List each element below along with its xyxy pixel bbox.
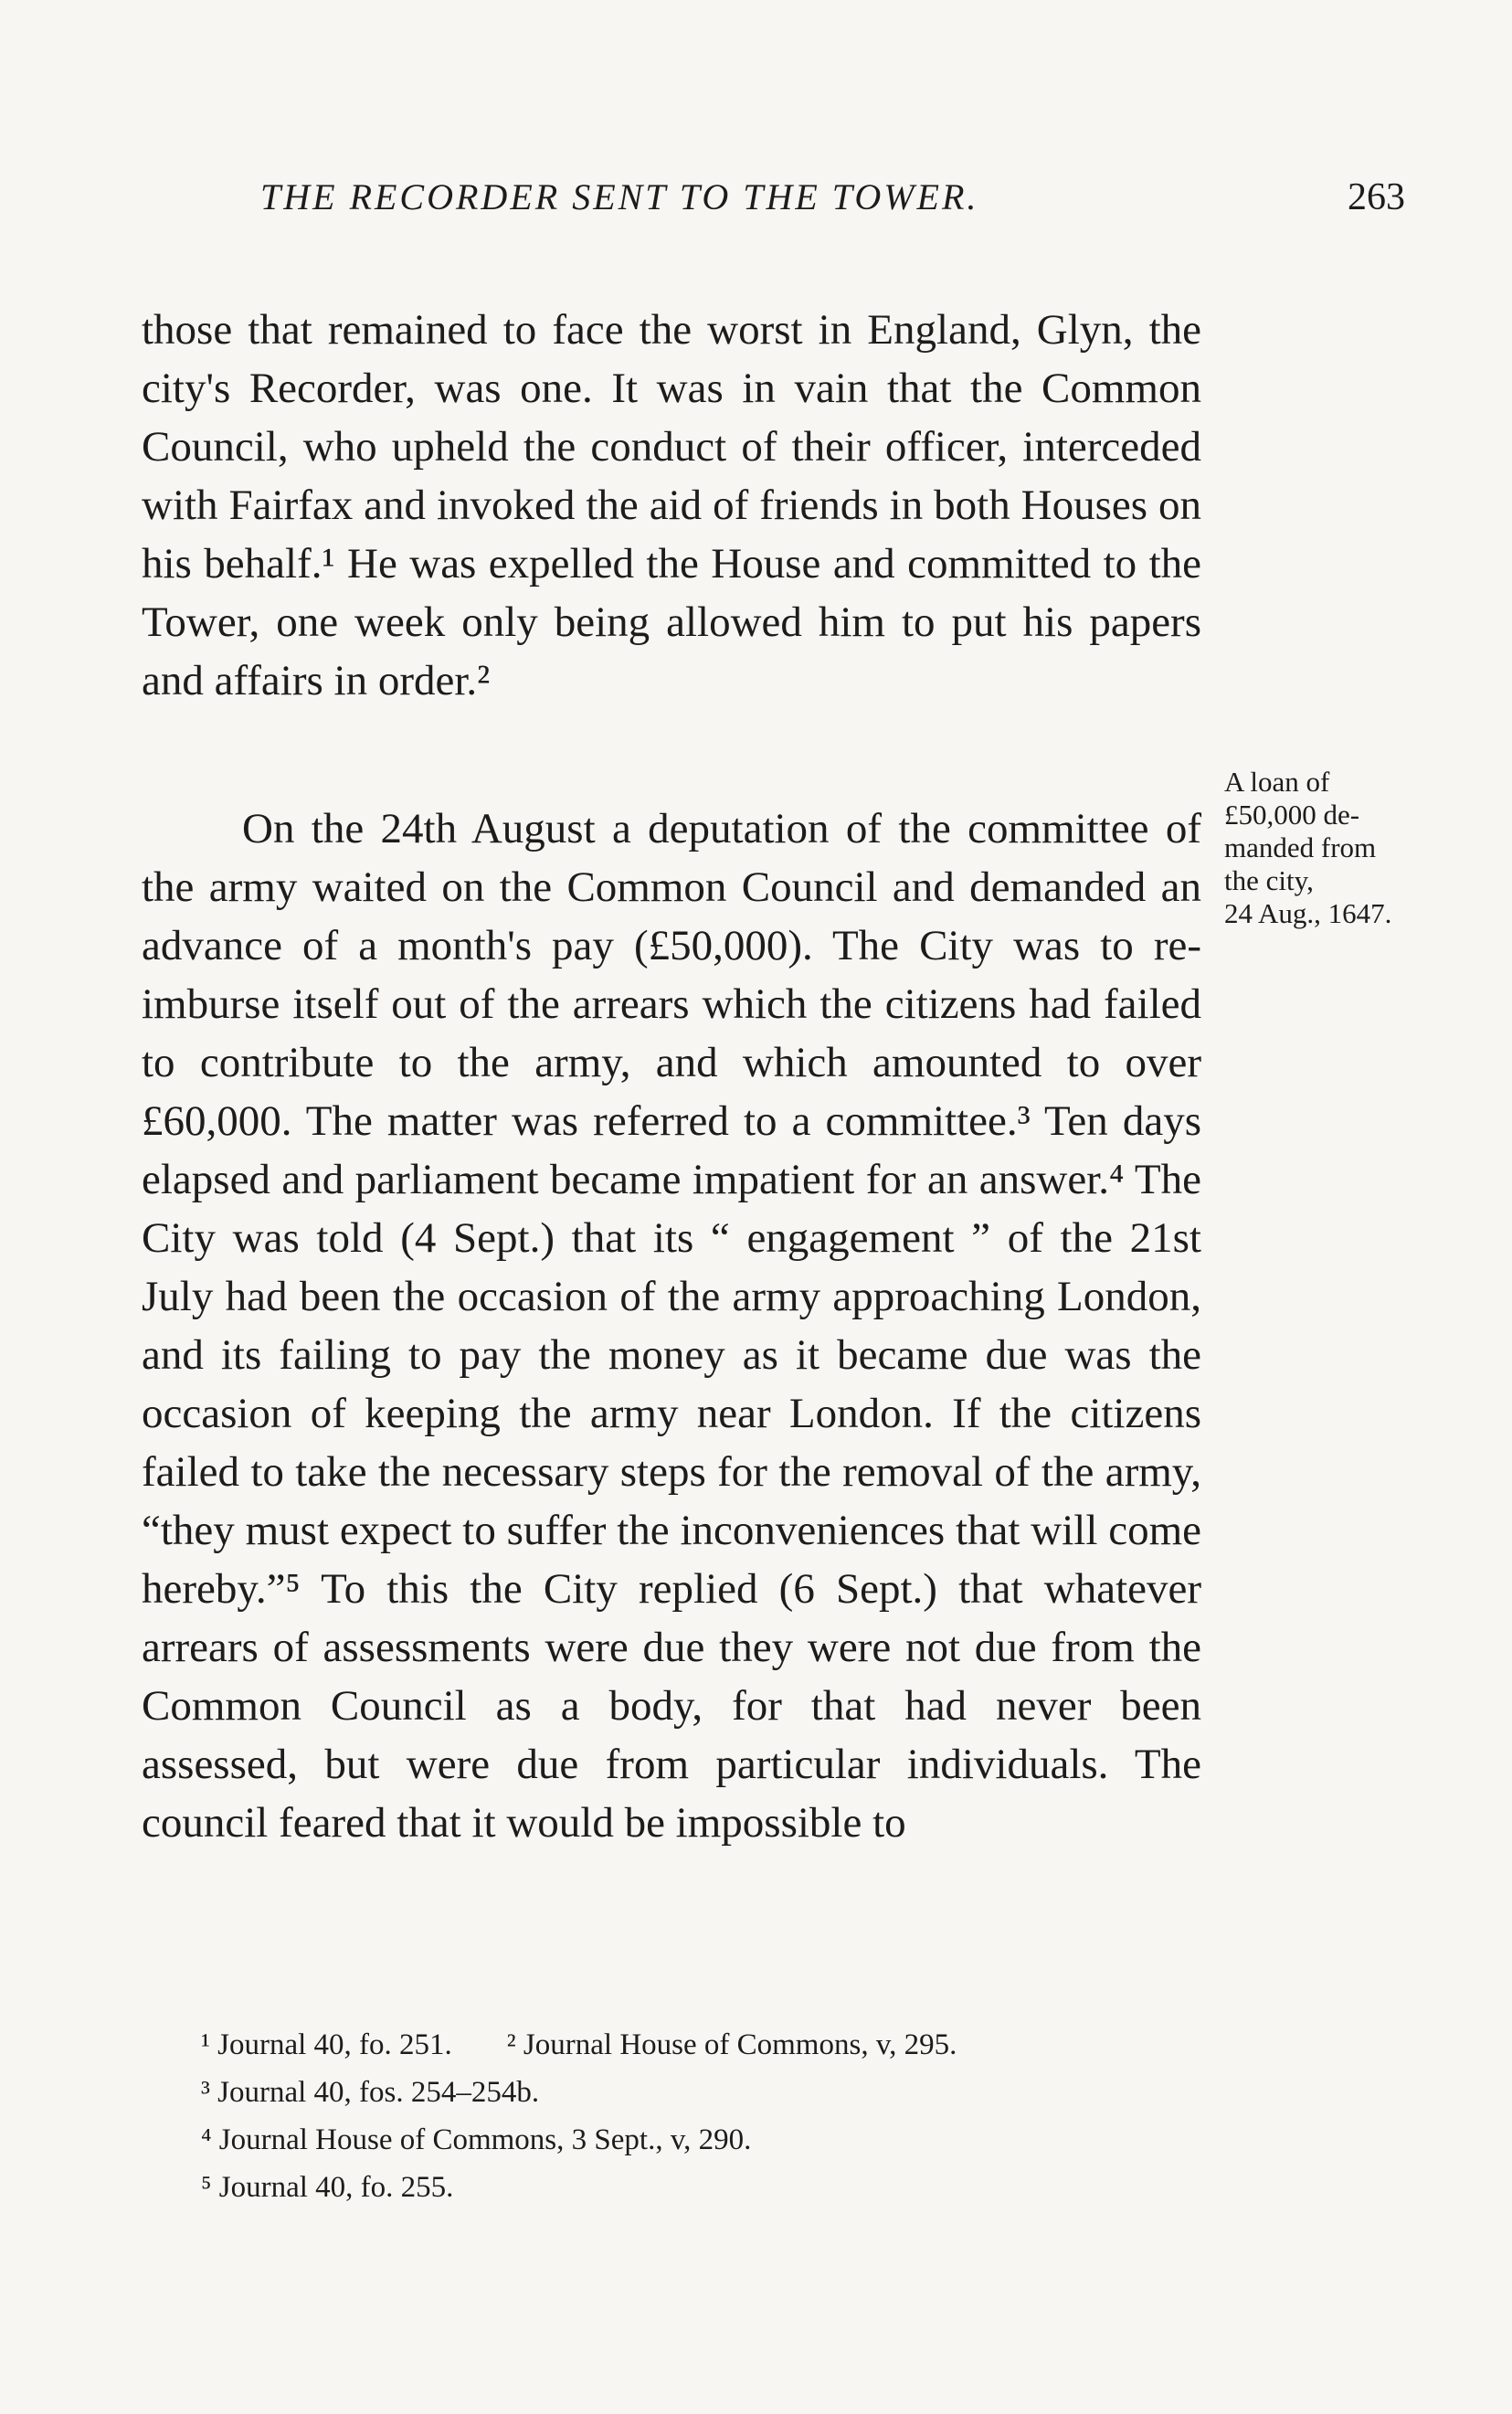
marginal-note-line: £50,000 de- (1224, 799, 1360, 831)
footnote-1: ¹ Journal 40, fo. 251. (201, 2028, 452, 2061)
footnote-row (201, 2069, 1224, 2116)
footnote-2: ² Journal House of Commons, v, 295. (506, 2028, 957, 2061)
footnote-4: ⁴ Journal House of Commons, 3 Sept., v, 290. (201, 2123, 752, 2156)
page-number: 263 (1348, 176, 1405, 218)
marginal-note-line: the city, (1224, 864, 1314, 896)
running-title: THE RECORDER SENT TO THE TOWER. (260, 176, 979, 217)
footnote-row (201, 2164, 1224, 2211)
body-paragraph-2: On the 24th August a deputation of the committee of the army waited on the Common Council and demanded an advance of a month's pay (£50,000). The City was to re-imburse itself out of the arrears which the citizens had failed to contribute to the army, and which amounted to over £60,000. The matter was referred to a committee.³ Ten days elapsed and parliament became impatient for an answer.⁴ The City was told (4 Sept.) that its “ engagement ” of the 21st July had been the occasion of the army approaching London, and its failing to pay the money as it became due was the occasion of keeping the army near London. If the citizens failed to take the necessary steps for the removal of the army, “they must expect to suffer the inconveniences that will come hereby.”⁵ To this the City replied (6 Sept.) that whatever arrears of assessments were due they were not due from the Common Council as a body, for that had never been assessed, but were due from particular individuals. The council feared that it would be impossible to (142, 805, 1201, 1847)
marginal-note-line: A loan of (1224, 766, 1330, 798)
marginal-note-line: manded from (1224, 831, 1377, 863)
footnotes (201, 2021, 1224, 2211)
marginal-note-line: 24 Aug., 1647. (1224, 897, 1392, 929)
footnote-row (201, 2116, 1224, 2164)
footnote-3: ³ Journal 40, fos. 254–254b. (201, 2076, 540, 2109)
marginal-note (1224, 766, 1434, 930)
body-paragraph-1: those that remained to face the worst in England, Glyn, the city's Recorder, was one. It was in vain that the Common Council, who upheld the conduct of their officer, interceded with Fairfax and invoked the aid of friends in both Houses on his behalf.¹ He was expelled the House and committed to the Tower, one week only being allowed him to put his papers and affairs in order.² (142, 306, 1201, 704)
footnote-5: ⁵ Journal 40, fo. 255. (201, 2171, 454, 2204)
footnote-row (201, 2021, 1224, 2069)
running-head (0, 175, 1512, 230)
